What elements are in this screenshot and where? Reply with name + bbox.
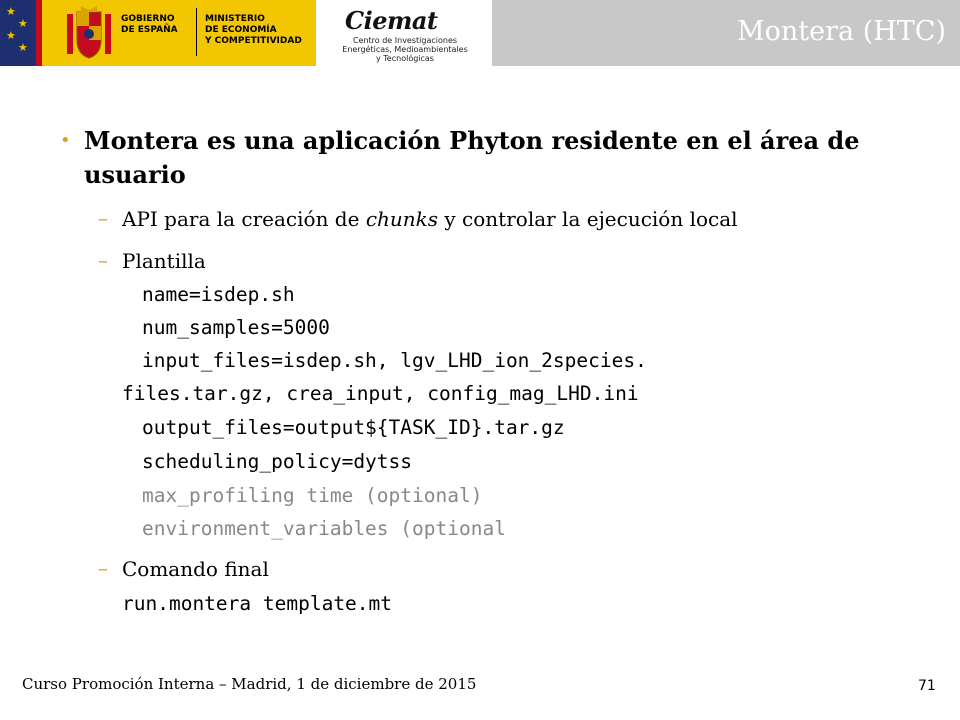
main-point: Montera es una aplicación Phyton residente en el área de usuario <box>84 126 860 189</box>
ciemat-logo: Ciemat <box>345 6 438 35</box>
dash-icon: – <box>98 556 108 580</box>
slide-title: Montera (HTC) <box>737 16 946 47</box>
ciemat-subtitle: Centro de Investigaciones Energéticas, Medioambientales y Tecnológicas <box>342 36 468 63</box>
sub-point-command: Comando final <box>122 557 269 581</box>
dash-icon: – <box>98 206 108 230</box>
coat-of-arms-icon <box>63 4 115 60</box>
code-line: num_samples=5000 <box>142 316 330 339</box>
footer-text: Curso Promoción Interna – Madrid, 1 de diciembre de 2015 <box>22 675 477 693</box>
header-logo-strip <box>0 0 960 66</box>
government-label: GOBIERNO DE ESPAÑA <box>121 14 178 35</box>
code-line-optional: environment_variables (optional <box>142 517 506 540</box>
sub-point-api: API para la creación de chunks y controlar la ejecución local <box>122 207 738 231</box>
star-icon: ★ <box>18 41 28 54</box>
bullet-icon: • <box>60 130 71 151</box>
dash-icon: – <box>98 248 108 272</box>
eu-flag-strip <box>0 0 36 66</box>
star-icon: ★ <box>6 29 16 42</box>
page-number: 71 <box>918 678 936 694</box>
star-icon: ★ <box>18 17 28 30</box>
code-line: name=isdep.sh <box>142 283 295 306</box>
ministry-label: MINISTERIO DE ECONOMÍA Y COMPETITIVIDAD <box>205 14 302 46</box>
code-line: output_files=output${TASK_ID}.tar.gz <box>142 416 565 439</box>
code-line: input_files=isdep.sh, lgv_LHD_ion_2species. <box>142 349 647 372</box>
code-line: scheduling_policy=dytss <box>142 450 413 473</box>
star-icon: ★ <box>6 5 16 18</box>
sub-point-template: Plantilla <box>122 249 206 273</box>
code-line-optional: max_profiling time (optional) <box>142 484 483 507</box>
code-line: files.tar.gz, crea_input, config_mag_LHD.ini <box>122 382 639 405</box>
command-line: run.montera template.mt <box>122 592 393 615</box>
divider <box>196 8 197 56</box>
